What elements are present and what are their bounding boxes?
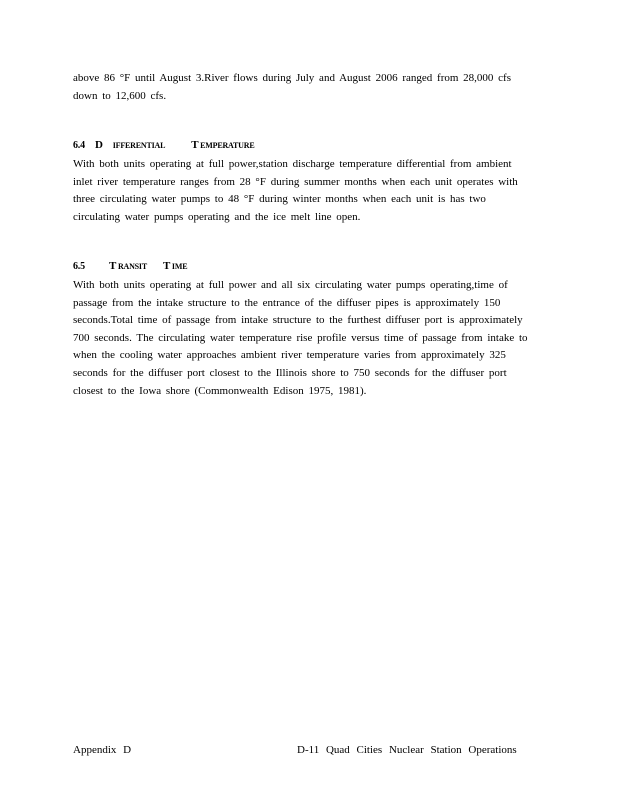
section-6-4-title-b-initial: T xyxy=(191,139,199,151)
section-6-4-heading xyxy=(73,139,254,151)
section-6-5-number: 6.5 xyxy=(73,261,85,272)
section-6-4-number: 6.4 xyxy=(73,140,85,151)
section-6-4-title-a-rest: IFFERENTIAL xyxy=(112,141,166,150)
section-6-4-title-b-rest: EMPERATURE xyxy=(198,141,255,150)
intro-line-1: above 86 °F until August 3.River flows during July and August 2006 ranged from 28,000 cfs xyxy=(73,72,512,84)
section-6-5-line-2: passage from the intake structure to the entrance of the diffuser pipes is approximately 150 xyxy=(73,296,501,309)
section-6-5-heading xyxy=(73,260,187,272)
section-6-5-title-a-rest: RANSIT xyxy=(116,262,147,271)
section-6-5-line-4: 700 seconds. The circulating water temperature rise profile versus time of passage from intake to xyxy=(73,331,528,344)
section-6-4-line-1: With both units operating at full power,station discharge temperature differential from ambient xyxy=(73,158,512,170)
intro-line-2: down to 12,600 cfs. xyxy=(73,89,167,102)
footer-appendix-label: Appendix D xyxy=(73,744,132,756)
intro-paragraph xyxy=(73,70,543,105)
section-6-4-line-2: inlet river temperature ranges from 28 °F during summer months when each unit operates with xyxy=(73,175,518,188)
section-6-5-title-b-initial: T xyxy=(162,260,171,272)
section-6-4-line-4: circulating water pumps operating and the ice melt line open. xyxy=(73,210,361,223)
footer-page-label: D-11 Quad Cities Nuclear Station Operations xyxy=(297,744,517,756)
section-6-5-line-5: when the cooling water approaches ambient river temperature varies from approximately 325 xyxy=(73,349,506,362)
section-6-5-title-b-rest: IME xyxy=(170,262,188,271)
section-6-4-title-a-initial: D xyxy=(95,139,103,151)
section-6-5-title-a-initial: T xyxy=(109,260,117,272)
section-6-4-paragraph xyxy=(73,156,543,226)
section-6-5-line-6: seconds for the diffuser port closest to the Illinois shore to 750 seconds for the diffuser port xyxy=(73,366,507,379)
section-6-5-line-1: With both units operating at full power and all six circulating water pumps operating,time of xyxy=(73,279,508,291)
section-6-5-line-3: seconds.Total time of passage from intake structure to the furthest diffuser port is approximately xyxy=(73,314,523,327)
section-6-5-paragraph xyxy=(73,277,543,400)
section-6-5-line-7: closest to the Iowa shore (Commonwealth Edison 1975, 1981). xyxy=(73,384,367,397)
section-6-4-line-3: three circulating water pumps to 48 °F during winter months when each unit is has two xyxy=(73,193,486,206)
